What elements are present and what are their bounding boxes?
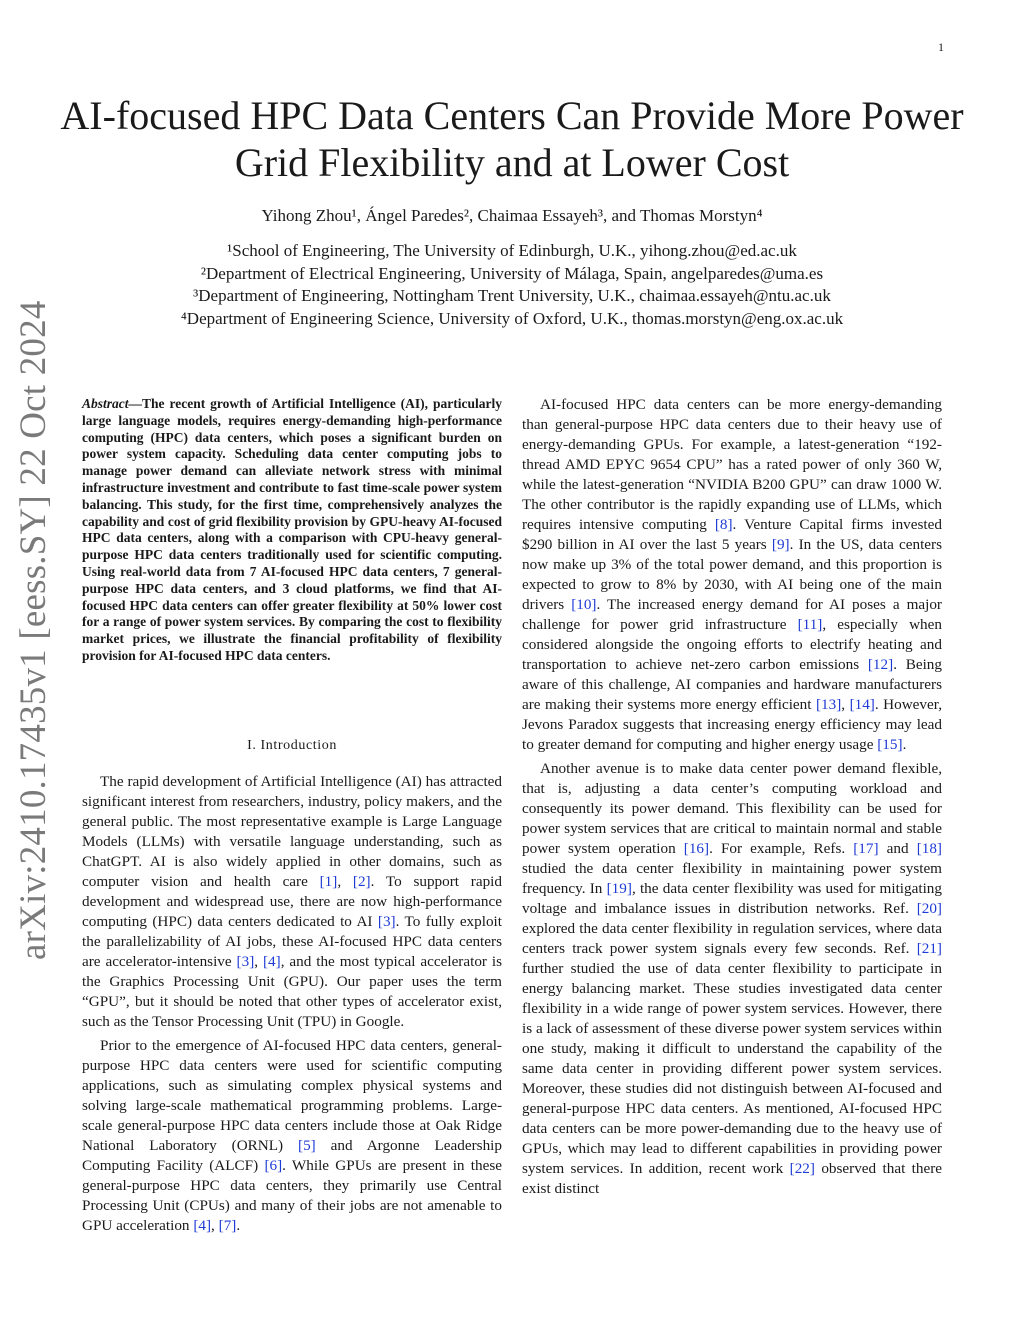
citation-link[interactable]: [17] (853, 840, 879, 857)
right-column-body (522, 395, 942, 1203)
paragraph-text: . (236, 1217, 241, 1234)
paragraph-text: , (254, 953, 263, 970)
citation-link[interactable]: [1] (319, 873, 338, 890)
paragraph-text: and Argonne Leadership Computing Facility (ALCF) (82, 1137, 502, 1174)
paragraph-text: . Being aware of this challenge, AI companies and hardware manufacturers are making their systems more energy efficient (522, 656, 942, 713)
paragraph-text: , especially when considered alongside the ongoing efforts to electrify heating and transportation to achieve net-zero carbon emissions (522, 616, 942, 673)
abstract-text: The recent growth of Artificial Intelligence (AI), particularly large language models, requires energy-demanding high-performance computing (HPC) data centers, which poses a significant burden on power system capacity. Scheduling data center computing jobs to manage power demand can alleviate network stress with minimal infrastructure investment and contribute to fast time-scale power system balancing. This study, for the first time, comprehensively analyzes the capability and cost of grid flexibility provision by GPU-heavy AI-focused HPC data centers, along with a comparison with CPU-heavy general-purpose HPC data centers traditionally used for scientific computing. Using real-world data from 7 AI-focused HPC data centers, 7 general-purpose HPC data centers, and 3 cloud platforms, we find that AI-focused HPC data centers can offer greater flexibility at 50% lower cost for a range of power system services. By comparing the cost to flexibility market prices, we illustrate the financial profitability of flexibility provision for AI-focused HPC data centers. (82, 396, 502, 663)
paper-title: AI-focused HPC Data Centers Can Provide More Power Grid Flexibility and at Lower Cost (60, 93, 964, 185)
citation-link[interactable]: [7] (218, 1217, 237, 1234)
affiliation-4: ⁴Department of Engineering Science, University of Oxford, U.K., thomas.morstyn@eng.ox.ac.uk (180, 308, 844, 328)
paragraph-text: further studied the use of data center flexibility to participate in energy balancing market. These studies investigated data center flexibility in a wide range of power system services. However, there is a lack of assessment of these diverse power system services within one study, making it difficult to understand the capability of the same data center in providing different power system services. Moreover, these studies did not distinguish between AI-focused and general-purpose HPC data centers. As mentioned, AI-focused HPC data centers can be more power-demanding due to the heavy use of GPUs, which may lead to different capabilities in providing power system services. In addition, recent work (522, 960, 942, 1177)
citation-link[interactable]: [18] (916, 840, 942, 857)
citation-link[interactable]: [19] (606, 880, 632, 897)
paragraph-text: , (337, 873, 353, 890)
affiliation-1: ¹School of Engineering, The University of Edinburgh, U.K., yihong.zhou@ed.ac.uk (227, 241, 797, 260)
paragraph-text: . (902, 736, 907, 753)
paragraph-text: The rapid development of Artificial Intelligence (AI) has attracted significant interest from researchers, industry, policy makers, and the general public. The most representative example is Large Language Models (LLMs) with versatile language understanding, such as ChatGPT. AI is also widely applied in other domains, such as computer vision and health care (82, 773, 502, 890)
affiliations (60, 240, 964, 330)
citation-link[interactable]: [13] (815, 696, 842, 713)
citation-link[interactable]: [4] (262, 953, 281, 970)
page-number: 1 (938, 40, 944, 54)
citation-link[interactable]: [15] (877, 736, 903, 753)
arxiv-identifier-stamp[interactable]: arXiv:2410.17435v1 [eess.SY] 22 Oct 2024 (13, 300, 54, 960)
citation-link[interactable]: [12] (867, 656, 894, 673)
paragraph-text: . Venture Capital firms invested $290 billion in AI over the last 5 years (522, 516, 942, 553)
paragraph-text: . To support rapid development and widespread use, there are now high-performance computing (HPC) data centers dedicated to AI (82, 873, 502, 930)
body-paragraph (522, 395, 942, 755)
paragraph-text: studied the data center flexibility in maintaining power system frequency. In (522, 860, 942, 897)
paragraph-text: . To fully exploit the parallelizability of AI jobs, these AI-focused HPC data centers are accelerator-intensive (82, 913, 502, 970)
abstract-label: Abstract— (82, 396, 143, 411)
citation-link[interactable]: [14] (849, 696, 875, 713)
citation-link[interactable]: [3] (377, 913, 396, 930)
paragraph-text: AI-focused HPC data centers can be more energy-demanding than general-purpose HPC data centers due to their heavy use of energy-demanding GPUs. For example, a latest-generation “192-thread AMD EPYC 9654 CPU” has a rated power of only 360 W, while the latest-generation “NVIDIA B200 GPU” can draw 1000 W. The other contributor is the rapidly expanding use of LLMs, which requires intensive computing (522, 396, 942, 533)
citation-link[interactable]: [9] (771, 536, 790, 553)
citation-link[interactable]: [10] (571, 596, 597, 613)
paragraph-text: , (841, 696, 850, 713)
paragraph-text: . For example, Refs. (709, 840, 854, 857)
citation-link[interactable]: [11] (797, 616, 823, 633)
citation-link[interactable]: [6] (264, 1157, 283, 1174)
paragraph-text: , and the most typical accelerator is the Graphics Processing Unit (GPU). Our paper uses the term “GPU”, but it should be noted that other types of accelerator exist, such as the Tensor Processing Unit (TPU) in Google. (82, 953, 503, 1030)
section-heading-introduction: I. Introduction (247, 738, 337, 753)
paragraph-text: . While GPUs are present in these general-purpose HPC data centers, they primarily use Central Processing Unit (CPUs) and many of their jobs are not amenable to GPU acceleration (82, 1157, 502, 1234)
paragraph-text: Prior to the emergence of AI-focused HPC data centers, general-purpose HPC data centers were used for scientific computing applications, such as simulating complex physical systems and solving large-scale mathematical programming problems. Large-scale general-purpose HPC data centers include those at Oak Ridge National Laboratory (ORNL) (82, 1037, 502, 1154)
citation-link[interactable]: [16] (683, 840, 710, 857)
paragraph-text: observed that there exist distinct (522, 1160, 943, 1197)
citation-link[interactable]: [8] (714, 516, 733, 533)
paragraph-text: , the data center flexibility was used for mitigating voltage and imbalance issues in distribution networks. Ref. (522, 880, 942, 917)
affiliation-2: ²Department of Electrical Engineering, University of Málaga, Spain, angelparedes@uma.es (200, 263, 824, 283)
citation-link[interactable]: [22] (789, 1160, 815, 1177)
citation-link[interactable]: [4] (193, 1217, 212, 1234)
citation-link[interactable]: [3] (236, 953, 255, 970)
author-list: Yihong Zhou¹, Ángel Paredes², Chaimaa Essayeh³, and Thomas Morstyn⁴ (261, 206, 763, 225)
citation-link[interactable]: [20] (916, 900, 942, 917)
abstract (82, 396, 502, 665)
paragraph-text: . However, Jevons Paradox suggests that increasing energy efficiency may lead to greater demand for computing and higher energy usage (522, 696, 943, 753)
paragraph-text: . The increased energy demand for AI poses a major challenge for power grid infrastructure (522, 596, 942, 633)
paragraph-text: , (211, 1217, 219, 1234)
body-paragraph (82, 1036, 502, 1236)
paragraph-text: and (878, 840, 917, 857)
body-paragraph (82, 772, 502, 1032)
paragraph-text: . In the US, data centers now make up 3% of the total power demand, and this proportion is expected to grow to 8% by 2030, with AI being one of the main drivers (522, 536, 942, 613)
left-column-body (82, 772, 502, 1240)
paragraph-text: explored the data center flexibility in regulation services, where data centers track power system signals every few seconds. Ref. (522, 920, 942, 957)
citation-link[interactable]: [2] (352, 873, 371, 890)
citation-link[interactable]: [21] (916, 940, 942, 957)
body-paragraph (522, 759, 942, 1199)
paragraph-text: Another avenue is to make data center power demand flexible, that is, adjusting a data center’s computing workload and consequently its power demand. This flexibility can be used for power system services that are critical to maintain normal and stable power system operation (522, 760, 942, 857)
affiliation-3: ³Department of Engineering, Nottingham Trent University, U.K., chaimaa.essayeh@ntu.ac.uk (193, 286, 831, 305)
citation-link[interactable]: [5] (298, 1137, 316, 1154)
